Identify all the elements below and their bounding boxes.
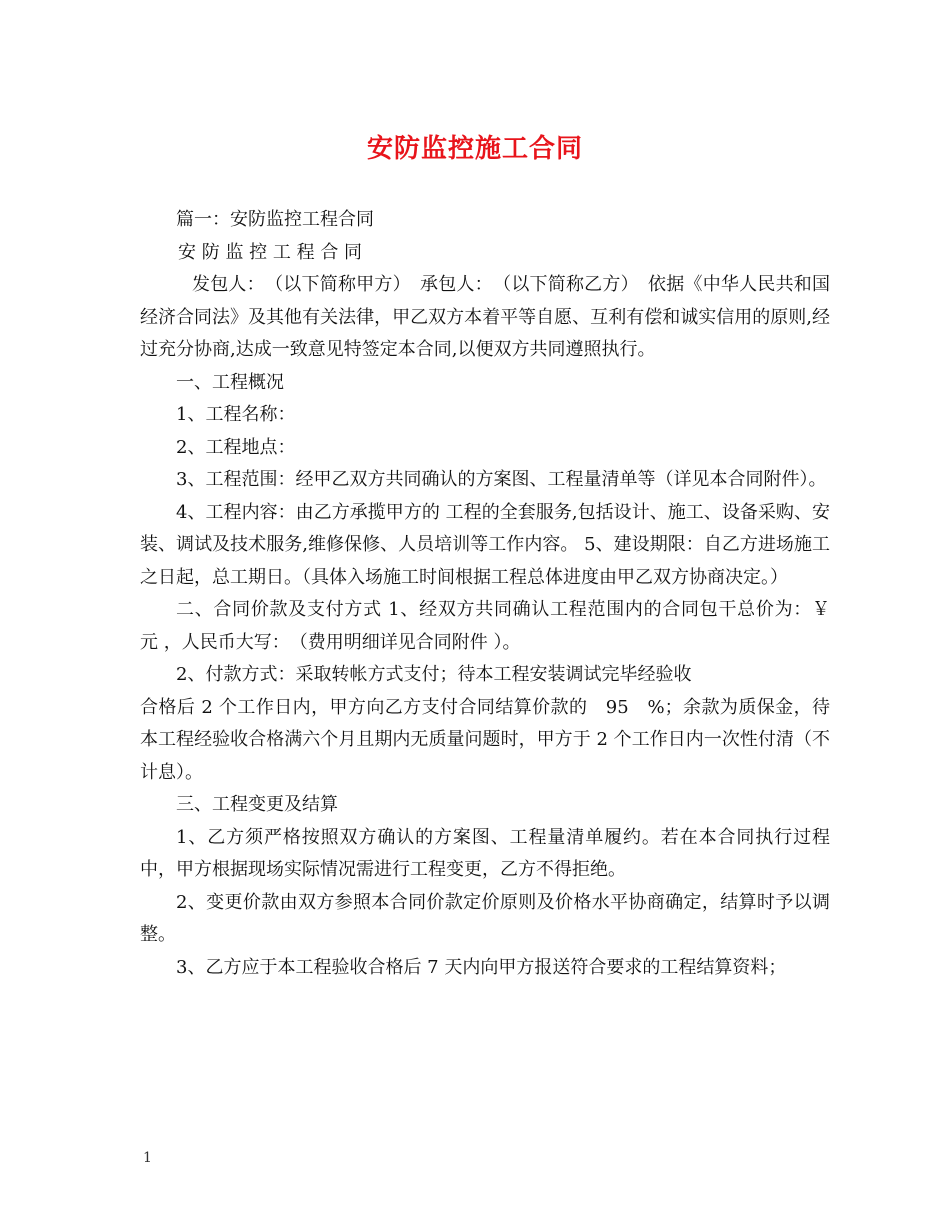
document-title: 安防监控施工合同 (366, 134, 583, 164)
paragraph-project-content: 4、工程内容：由乙方承揽甲方的 工程的全套服务,包括设计、施工、设备采购、安装、调试及技术服务,维修保修、人员培训等工作内容。 5、建设期限：自乙方进场施工之日起，总工期日。（具体入场施工时间根据工程总体进度由甲乙双方协商决定。） (140, 501, 830, 588)
paragraph-project-name: 1、工程名称： (176, 404, 296, 425)
section-heading-overview: 一、工程概况 (176, 371, 284, 393)
paragraph-parties: 发包人： （以下简称甲方） 承包人： （以下简称乙方） 依据《中华人民共和国经济合同法》及其他有关法律，甲乙双方本着平等自愿、互利有偿和诚实信用的原则,经过充分协商,达成一致意见特签定本合同,以便双方共同遵照执行。 (140, 274, 830, 360)
paragraph-project-location: 2、工程地点： (176, 436, 296, 458)
section-heading-chapter-1: 篇一：安防监控工程合同 (176, 209, 374, 230)
paragraph-change-2: 2、变更价款由双方参照本合同价款定价原则及价格水平协商确定，结算时予以调整。 (140, 891, 830, 945)
paragraph-change-3: 3、乙方应于本工程验收合格后 7 天内向甲方报送符合要求的工程结算资料； (176, 956, 787, 978)
contract-subtitle: 安 防 监 控 工 程 合 同 (178, 241, 363, 263)
document-body (140, 204, 848, 984)
section-heading-changes: 三、工程变更及结算 (176, 794, 338, 815)
page-number: 1 (143, 1150, 152, 1166)
paragraph-change-1: 1、乙方须严格按照双方确认的方案图、工程量清单履约。若在本合同执行过程中，甲方根据现场实际情况需进行工程变更，乙方不得拒绝。 (140, 826, 830, 880)
paragraph-payment-terms: 合格后 2 个工作日内，甲方向乙方支付合同结算价款的 95 %；余款为质保金，待本工程经验收合格满六个月且期内无质量问题时，甲方于 2 个工作日内一次性付清（不计息）。 (140, 696, 830, 783)
paragraph-project-scope: 3、工程范围：经甲乙双方共同确认的方案图、工程量清单等（详见本合同附件）。 (176, 469, 827, 490)
paragraph-contract-price: 二、合同价款及支付方式 1、经双方共同确认工程范围内的合同包干总价为：￥ 元 ，人民币大写： （费用明细详见合同附件 ）。 (140, 599, 848, 653)
paragraph-payment-method: 2、付款方式：采取转帐方式支付；待本工程安装调试完毕经验收 (176, 664, 692, 685)
